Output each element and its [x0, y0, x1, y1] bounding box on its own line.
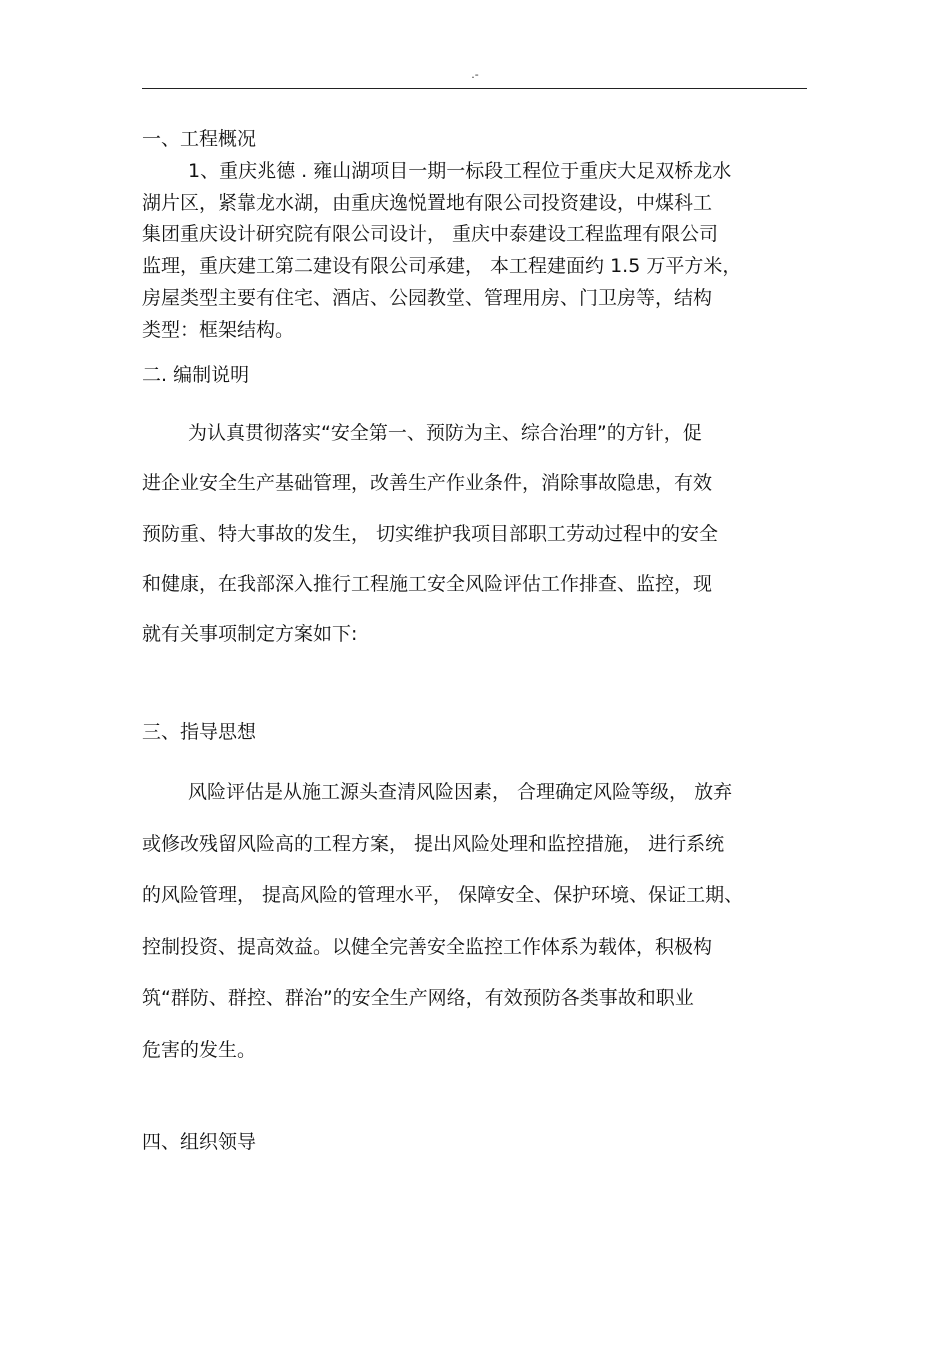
paragraph-line: 或修改残留风险高的工程方案， 提出风险处理和监控措施， 进行系统	[142, 832, 725, 855]
paragraph-line: 筑“群防、群控、群治”的安全生产网络，有效预防各类事故和职业	[142, 987, 694, 1009]
paragraph-line: 房屋类型主要有住宅、酒店、公园教堂、管理用房、门卫房等，结构	[142, 286, 713, 309]
section-compilation-notes	[142, 408, 807, 659]
paragraph-line: 和健康，在我部深入推行工程施工安全风险评估工作排查、监控，现	[142, 572, 713, 595]
paragraph-line: 危害的发生。	[142, 1038, 257, 1061]
paragraph-line: 类型：框架结构。	[142, 318, 295, 341]
section-heading: 一、工程概况	[142, 128, 257, 150]
paragraph-line: 风险评估是从施工源头查清风险因素， 合理确定风险等级， 放弃	[188, 781, 733, 803]
paragraph-line: 1、重庆兆德 . 雍山湖项目一期一标段工程位于重庆大足双桥龙水	[188, 159, 732, 182]
paragraph-line: 就有关事项制定方案如下:	[142, 623, 358, 646]
section-heading-organization: 四、组织领导	[142, 1131, 257, 1153]
paragraph-line: 控制投资、提高效益。以健全完善安全监控工作体系为载体，积极构	[142, 935, 713, 958]
paragraph-line: 湖片区，紧靠龙水湖，由重庆逸悦置地有限公司投资建设，中煤科工	[142, 191, 713, 214]
paragraph-line: 为认真贯彻落实“安全第一、预防为主、综合治理”的方针，促	[188, 422, 702, 444]
page-header-mark: .-	[471, 68, 479, 81]
paragraph-line: 预防重、特大事故的发生， 切实维护我项目部职工劳动过程中的安全	[142, 522, 719, 545]
section-heading-compilation: 二. 编制说明	[142, 364, 250, 386]
section-project-overview	[142, 124, 807, 347]
paragraph-line: 监理，重庆建工第二建设有限公司承建， 本工程建面约 1.5 万平方米，	[142, 255, 742, 278]
paragraph-line: 的风险管理， 提高风险的管理水平， 保障安全、保护环境、保证工期、	[142, 884, 744, 906]
header-rule	[142, 88, 807, 89]
paragraph-line: 集团重庆设计研究院有限公司设计， 重庆中泰建设工程监理有限公司	[142, 223, 719, 246]
section-guiding-thought	[142, 767, 807, 1076]
section-heading-guiding-thought: 三、指导思想	[142, 721, 257, 743]
paragraph-line: 进企业安全生产基础管理，改善生产作业条件，消除事故隐患，有效	[142, 472, 713, 495]
